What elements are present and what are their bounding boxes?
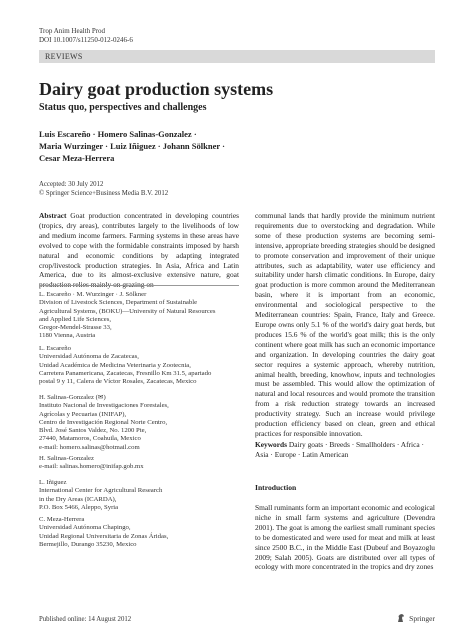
- journal-header: [39, 27, 133, 45]
- keywords: [255, 440, 435, 460]
- affiliation-line: Agrícolas y Pecuarias (INIFAP),: [39, 410, 127, 418]
- accepted-date: Accepted: 30 July 2012: [39, 181, 104, 188]
- journal-name: Trop Anim Health Prod: [39, 27, 106, 35]
- affiliation-line: Carretera Panamericana, Zacatecas, Fresnillo Km 31.5, apartado: [39, 369, 212, 377]
- abstract-text: Goat production concentrated in developing countries (tropics, dry areas), contributes largely to the livelihoods of low and medium income farmers. Farming systems in these areas have evolved to cope with the formidable constraints imposed by harsh natural and economic conditions by adapting integrated crop/livestock production strategies. In Asia, Africa and Latin America, due to its almost-exclusive extensive nature, goat production relies mainly on grazing on: [39, 211, 239, 290]
- abstract: [39, 211, 239, 290]
- affiliation-line: 27440, Matamoros, Coahuila, Mexico: [39, 435, 141, 443]
- affiliation-line: postal 9 y 11, Calera de Víctor Rosales, Zacatecas, Mexico: [39, 378, 197, 386]
- springer-horse-icon: [396, 613, 406, 623]
- affiliation-line: C. Meza-Herrera: [39, 516, 85, 523]
- article-dates: [39, 181, 168, 198]
- affiliation-line: in the Dry Areas (ICARDA),: [39, 495, 117, 503]
- affiliation-block: [39, 345, 239, 386]
- affiliation-block: [39, 291, 239, 341]
- abstract-continued: communal lands that hardly provide the minimum nutrient requirements due to overstocking and degradation. While some of these production systems are becoming semi-intensive, appropriate breeding strategies should be designed to promote conservation and improvement of their unique attributes, such as adaptability, water use efficiency and suitability under harsh climatic conditions. In Europe, dairy goat production is more common around the Mediterranean basin, where it is important from an economic, environmental and sociological perspective to the Mediterranean countries: Spain, France, Italy and Greece. Europe owns only 5.1 % of the world's dairy goat herds, but produces 15.6 % of the world's goat milk; this is the only continent where goat milk has such an economic importance and organization. In developing countries the dairy goat sector requires a systemic approach, whereby nutrition, animal health, breeding, knowhow, inputs and technologies must be assembled. This would allow the optimization of natural and local resources and would promote the transition from a risk reduction strategy towards an increased productivity strategy. Such an increase would privilege production efficiency based on clean, green and ethical practices for responsible innovation.: [255, 211, 435, 438]
- section-label: REVIEWS: [45, 51, 83, 61]
- affiliation-line: Instituto Nacional de Investigaciones Forestales,: [39, 402, 169, 410]
- affiliation-line: P.O. Box 5466, Aleppo, Syria: [39, 503, 119, 511]
- article-subtitle: Status quo, perspectives and challenges: [39, 102, 207, 113]
- doi: DOI 10.1007/s11250-012-0246-6: [39, 36, 133, 44]
- authors-line: Maria Wurzinger · Luiz Iñiguez · Johann Sölkner ·: [39, 141, 225, 151]
- affiliation-line: Unidad Regional Universitaria de Zonas Áridas,: [39, 532, 169, 540]
- copyright: © Springer Science+Business Media B.V. 2012: [39, 189, 169, 197]
- affiliation-line: Agricultural Systems, (BOKU)—University of Natural Resources: [39, 307, 216, 315]
- affiliation-block: [39, 516, 239, 549]
- authors-line: Cesar Meza-Herrera: [39, 153, 115, 163]
- affiliation-block: [39, 455, 239, 472]
- affiliation-line: L. Escareño: [39, 345, 71, 352]
- affiliation-line: e-mail: homero.salinas@hotmail.com: [39, 443, 140, 451]
- affiliation-line: H. Salinas-Gonzalez: [39, 455, 94, 462]
- affiliation-line: Universidad Autónoma Chapingo,: [39, 524, 131, 532]
- affiliation-line: Centro de Investigación Regional Norte Centro,: [39, 418, 168, 426]
- affiliation-line: Unidad Académica de Medicina Veterinaria y Zootecnia,: [39, 361, 191, 369]
- keywords-text: Dairy goats · Breeds · Smallholders · Africa · Asia · Europe · Latin American: [255, 440, 424, 459]
- affiliation-block: [39, 394, 239, 452]
- publisher-name: Springer: [409, 613, 435, 623]
- section-band: [39, 50, 435, 63]
- affiliation-divider: [39, 285, 239, 286]
- published-date: Published online: 14 August 2012: [39, 616, 132, 623]
- publisher-logo: [396, 613, 435, 623]
- keywords-label: Keywords: [255, 440, 288, 449]
- affiliation-line: L. Iñiguez: [39, 479, 67, 486]
- affiliation-line: L. Escareño · M. Wurzinger · J. Sölkner: [39, 291, 147, 298]
- abstract-label: Abstract: [39, 211, 67, 220]
- affiliation-line: 1180 Vienna, Austria: [39, 332, 96, 340]
- introduction-heading: Introduction: [255, 483, 297, 492]
- affiliation-line: Division of Livestock Sciences, Department of Sustainable: [39, 299, 198, 307]
- authors-line: Luis Escareño · Homero Salinas-Gonzalez ·: [39, 129, 197, 139]
- article-title: Dairy goat production systems: [39, 79, 274, 99]
- introduction-text: Small ruminants form an important economic and ecological niche in small farm systems and agriculture (Devendra 2001). The goat is among the earliest small ruminant species to be domesticated and were used for meat and milk at least since 2500 B.C., in the Middle East (Dubeuf and Boyazoglu 2009; Salah 2005). Goats are distributed over all types of ecology with more concentrated in the tropics and dry zones: [255, 503, 435, 572]
- affiliation-line: Blvd. José Santos Valdez, No. 1200 Pte,: [39, 427, 147, 435]
- affiliation-line: Bermejillo, Durango 35230, Mexico: [39, 540, 137, 548]
- affiliation-block: [39, 479, 239, 512]
- affiliation-line: Gregor-Mendel-Strasse 33,: [39, 324, 112, 332]
- affiliation-line: and Applied Life Sciences,: [39, 315, 112, 323]
- author-list: [39, 128, 269, 164]
- affiliation-line: International Center for Agricultural Research: [39, 487, 163, 495]
- affiliation-line: Universidad Autónoma de Zacatecas,: [39, 353, 139, 361]
- affiliation-line: e-mail: salinas.homero@inifap.gob.mx: [39, 463, 144, 471]
- affiliation-line: H. Salinas-Gonzalez (✉): [39, 394, 106, 401]
